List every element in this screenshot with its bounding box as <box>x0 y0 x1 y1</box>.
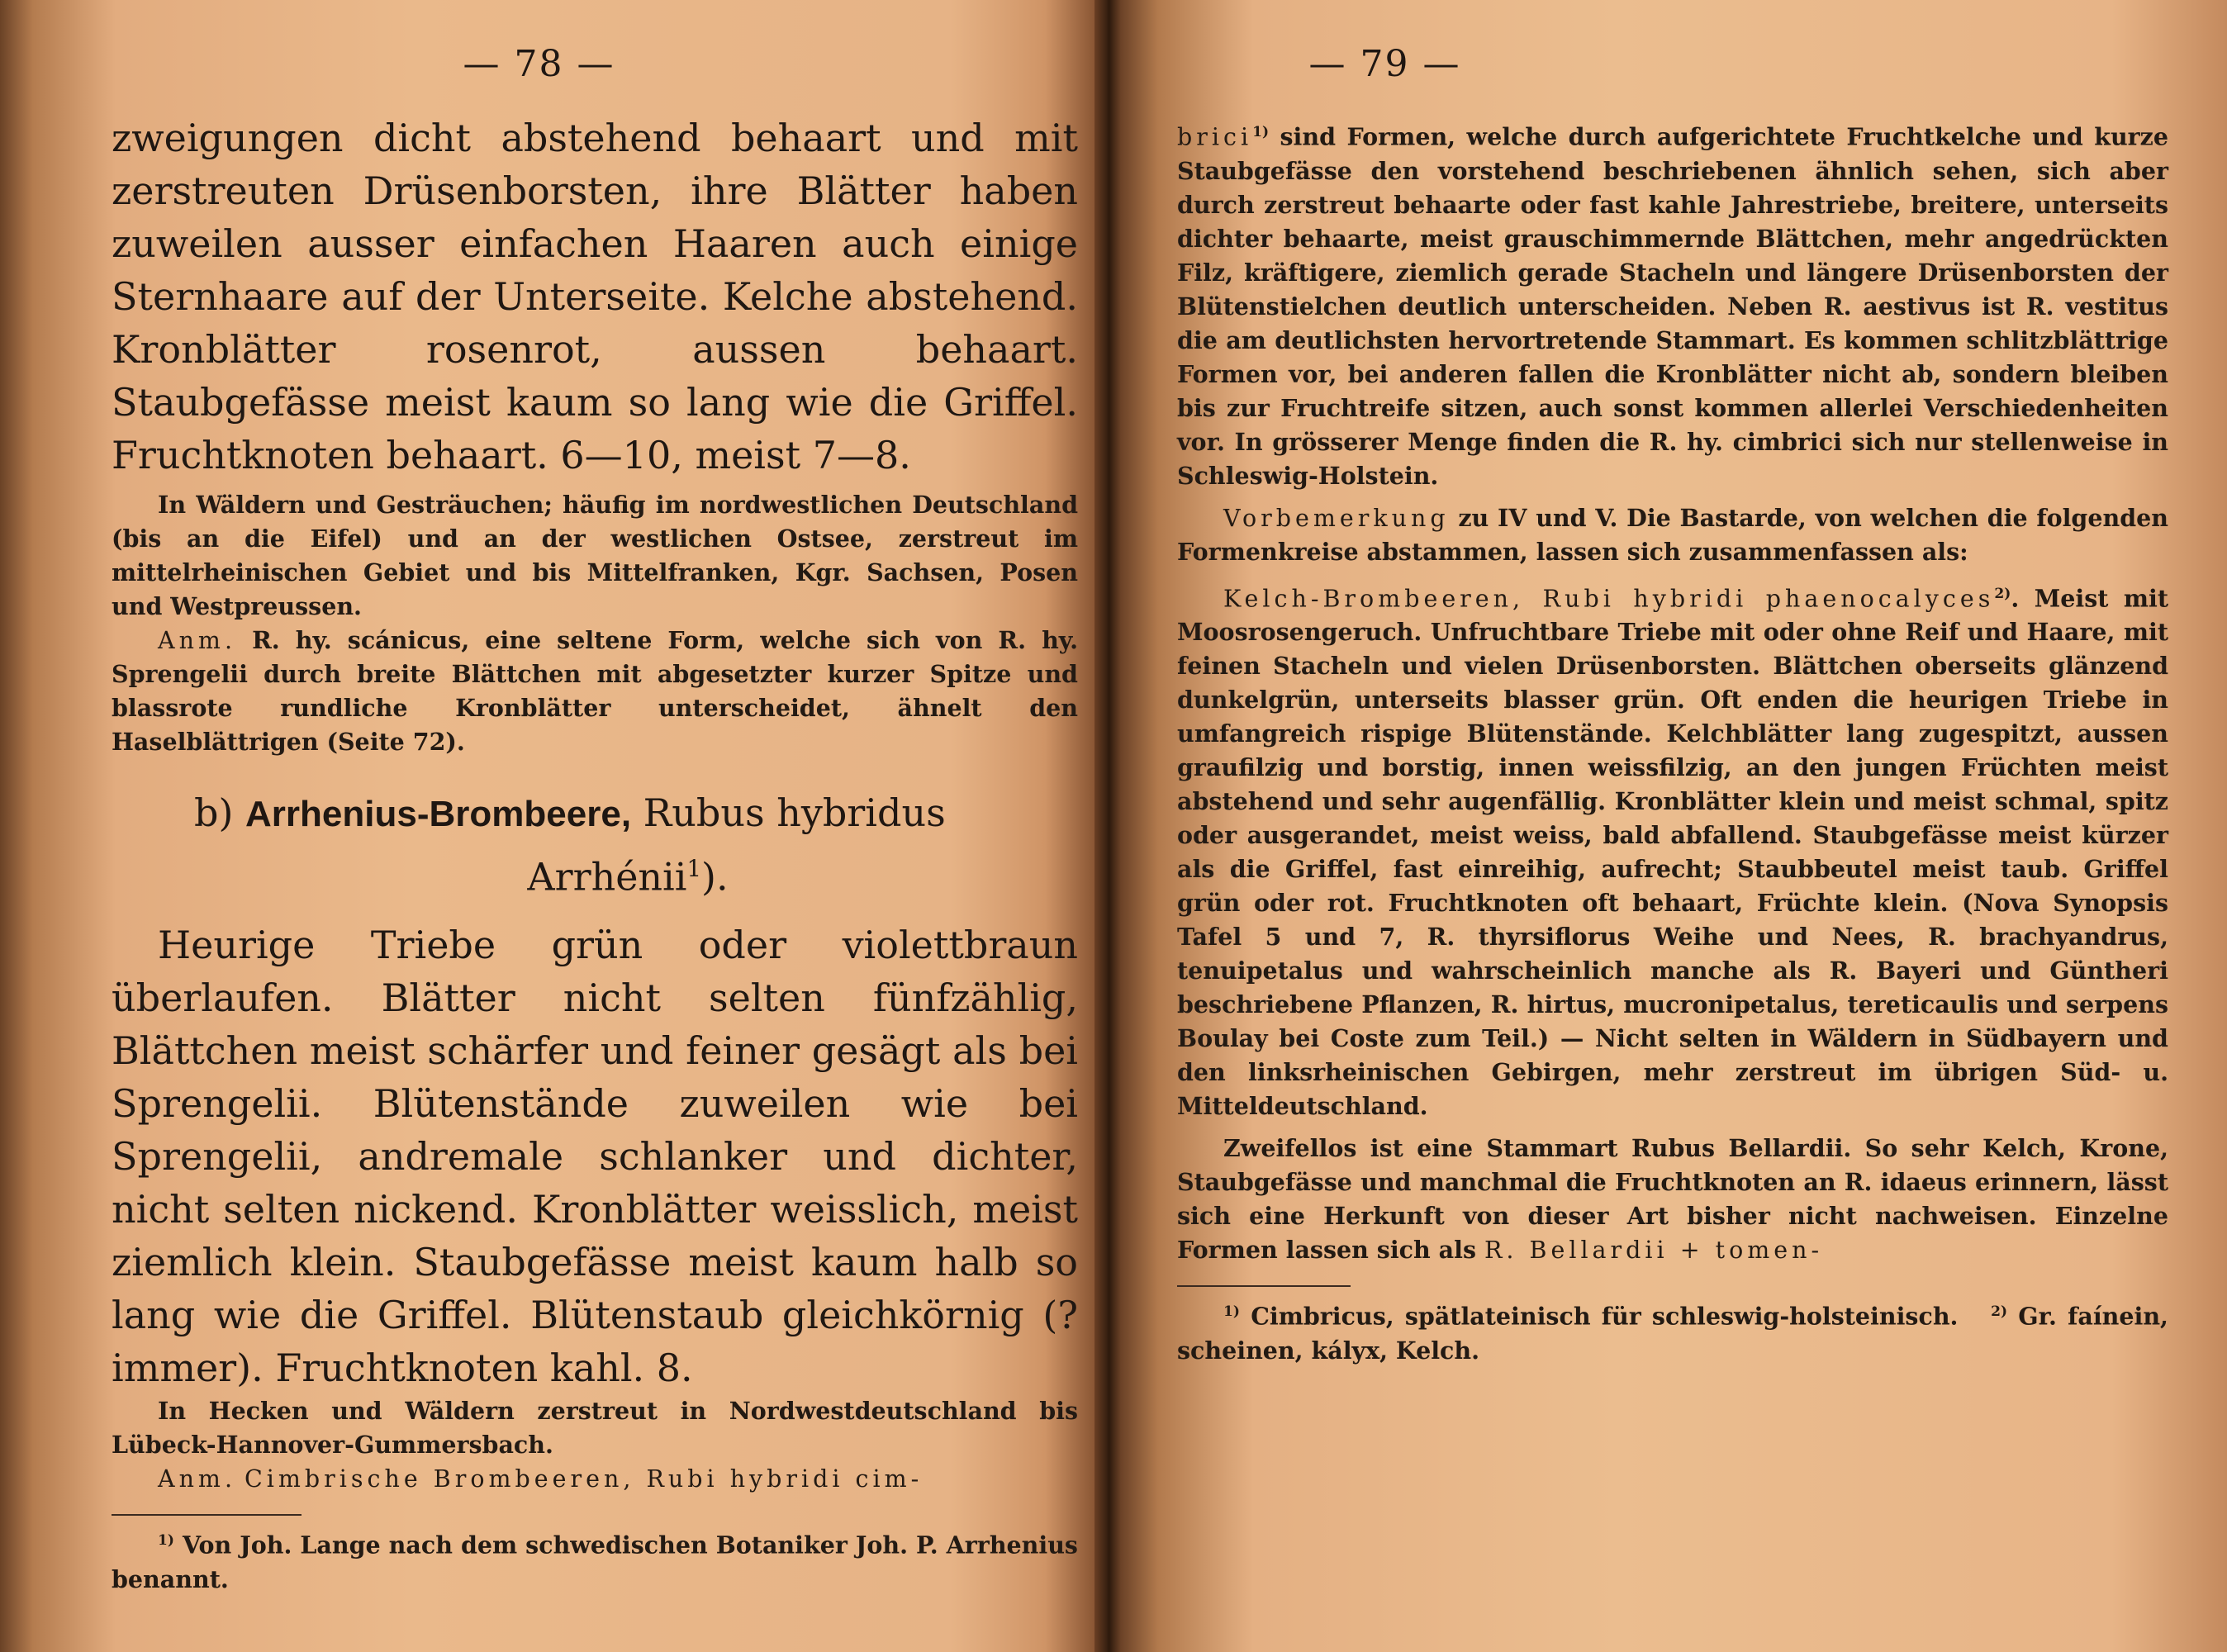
heading-footnote-ref: 1 <box>686 855 702 882</box>
left-page-text <box>112 112 1078 1597</box>
kelch-footnote-ref: 2) <box>1994 585 2011 602</box>
footnote <box>112 1524 1078 1597</box>
footnote-1-text: Cimbricus, spätlateinisch für schleswig-holsteinisch. <box>1251 1302 1959 1331</box>
zweifellos-spaced: R. Bellardii + tomen- <box>1484 1237 1824 1264</box>
para-1-footnote-ref: 1) <box>1252 124 1270 140</box>
note-label-2: Anm. <box>158 1465 237 1493</box>
left-page <box>0 0 1095 1652</box>
page-number-left: — 78 — <box>463 43 615 85</box>
book-gutter <box>1095 0 1121 1652</box>
footnote-mark: 1) <box>158 1532 174 1550</box>
footnote-2-text: Gr. faínein, scheinen, kályx, Kelch. <box>1177 1302 2168 1365</box>
note-paragraph-2 <box>112 1462 1078 1496</box>
heading-suffix: ). <box>701 854 729 900</box>
preliminary-note-text: zu IV und V. Die Bastarde, von welchen die folgenden Formenkreise abstammen, lassen sich zusammenfassen als: <box>1177 503 2168 566</box>
footnote-text: Von Joh. Lange nach dem schwedischen Botaniker Joh. P. Arrhenius benannt. <box>112 1531 1078 1593</box>
habitat-paragraph: In Wäldern und Gesträuchen; häufig im nordwestlichen Deutschland (bis an die Eifel) und an der westlichen Ostsee, zerstreut im mittelrheinischen Gebiet und bis Mittelfranken, Kgr. Sachsen, Posen und Westpreussen. <box>112 491 1078 620</box>
zweifellos-paragraph <box>1177 1132 2168 1267</box>
description-paragraph: Heurige Triebe grün oder violettbraun überlaufen. Blätter nicht selten fünfzählig, Blättchen meist schärfer und feiner gesägt als bei Sprengelii. Blütenstände zuweilen wie bei Sprengelii, andremale schlanker und dichter, nicht selten nickend. Kronblätter weisslich, meist ziemlich klein. Staubgefässe meist kaum halb so lang wie die Griffel. Blütenstaub gleichkörnig (? immer). Fruchtknoten kahl. 8. <box>112 923 1078 1391</box>
note-text: R. hy. scánicus, eine seltene Form, welche sich von R. hy. Sprengelii durch breite Blättchen mit abgesetzter kurzer Spitze und blassrote rundliche Kronblätter unterscheidet, ähnelt den Haselblättrigen (Seite 72). <box>112 626 1078 756</box>
zweifellos-text: Zweifellos ist eine Stammart Rubus Bellardii. So sehr Kelch, Krone, Staubgefässe und manchmal die Fruchtknoten an R. idaeus erinnern, lässt sich eine Herkunft von dieser Art bisher nicht nachweisen. Einzelne Formen lassen sich als <box>1177 1134 2168 1264</box>
habitat-paragraph-2: In Hecken und Wäldern zerstreut in Nordwestdeutschland bis Lübeck-Hannover-Gummersbach. <box>112 1397 1078 1460</box>
footnote-right <box>1177 1295 2168 1368</box>
continued-paragraph-right <box>1177 116 2168 493</box>
continued-paragraph: zweigungen dicht abstehend behaart und mit zerstreuten Drüsenborsten, ihre Blätter haben zuweilen ausser einfachen Haaren auch einige Sternhaare auf der Unterseite. Kelche abstehend. Kronblätter rosenrot, aussen behaart. Staubgefässe meist kaum so lang wie die Griffel. Fruchtknoten behaart. 6—10, meist 7—8. <box>112 116 1078 477</box>
heading-latin-name: Rubus hybridus <box>643 790 946 835</box>
footnote-rule-right <box>1177 1285 1351 1287</box>
section-heading <box>112 786 1078 904</box>
heading-prefix: b) <box>194 790 234 835</box>
footnote-1-mark: 1) <box>1223 1303 1240 1320</box>
note-paragraph <box>112 624 1078 759</box>
right-page <box>1121 0 2227 1652</box>
preliminary-note-label: Vorbemerkung <box>1223 504 1450 532</box>
page-number-right: — 79 — <box>1308 43 1461 85</box>
note-label: Anm. <box>158 627 237 654</box>
footnote-rule <box>112 1514 302 1516</box>
kelch-paragraph: Kelch-Brombeeren, Rubi hybridi phaenocalyces$^{2)}$. Meist mit Moosrosengeruch. Unfruchtbare Triebe mit oder ohne Reif und Haare, mit feinen Stacheln und vielen Drüsenborsten. Blättchen oberseits glänzend dunkelgrün, unterseits blasser grün. Oft enden die heurigen Triebe in umfangreich rispige Blütenstände. Kelchblätter lang zugespitzt, aussen graufilzig und borstig, innen weissfilzig, an den jungen Früchten meist abstehend und sehr augenfällig. Kronblätter klein und meist schmal, spitz oder ausgerandet, meist weiss, bald abfallend. Staubgefässe meist kürzer als die Griffel, fast einreihig, aufrecht; Staubbeutel meist taub. Griffel grün oder rot. Fruchtknoten oft behaart, Früchte klein. (Nova Synopsis Tafel 5 und 7, R. thyrsiflorus Weihe und Nees, R. brachyandrus, tenuipetalus und wahrscheinlich manche als R. Bayeri und Güntheri beschriebene Pflanzen, R. hirtus, mucronipetalus, tereticaulis und serpens Boulay bei Coste zum Teil.) — Nicht selten in Wäldern in Südbayern und den linksrheinischen Gebirgen, mehr zerstreut im übrigen Süd- u. Mitteldeutschland. <box>1177 584 2168 1120</box>
heading-german-name: Arrhenius-Brombeere, <box>245 794 632 834</box>
kelch-text: Meist mit Moosrosengeruch. Unfruchtbare Triebe mit oder ohne Reif und Haare, mit feinen Stacheln und vielen Drüsenborsten. Blättchen oberseits glänzend dunkelgrün, unterseits blasser grün. Oft enden die heurigen Triebe in umfangreich rispige Blütenstände. Kelchblätter lang zugespitzt, aussen graufilzig und borstig, innen weissfilzig, an den jungen Früchten meist abstehend und sehr augenfällig. Kronblätter klein und meist schmal, spitz oder ausgerandet, meist weiss, bald abfallend. Staubgefässe meist kürzer als die Griffel, fast einreihig, aufrecht; Staubbeutel meist taub. Griffel grün oder rot. Fruchtknoten oft behaart, Früchte klein. (Nova Synopsis Tafel 5 und 7, R. thyrsiflorus Weihe und Nees, R. brachyandrus, tenuipetalus und wahrscheinlich manche als R. Bayeri und Güntheri beschriebene Pflanzen, R. hirtus, mucronipetalus, tereticaulis und serpens Boulay bei Coste zum Teil.) — Nicht selten in Wäldern in Südbayern und den linksrheinischen Gebirgen, mehr zerstreut im übrigen Süd- u. Mitteldeutschland. <box>1177 584 2168 1120</box>
preliminary-note <box>1177 501 2168 569</box>
note-text-2: Cimbrische Brombeeren, Rubi hybridi cim- <box>244 1465 924 1493</box>
para-1-text: sind Formen, welche durch aufgerichtete Fruchtkelche und kurze Staubgefässe den vorstehend beschriebenen ähnlich sehen, sich aber durch zerstreut behaarte oder fast kahle Jahrestriebe, breitere, unterseits dichter behaarte, meist grauschimmernde Blättchen, mehr angedrückten Filz, kräftigere, ziemlich gerade Stacheln und längere Drüsenborsten der Blütenstielchen deutlich unterscheiden. Neben R. aestivus ist R. vestitus die am deutlichsten hervortretende Stammart. Es kommen schlitzblättrige Formen vor, bei anderen fallen die Kronblätter nicht ab, sondern bleiben bis zur Fruchtreife sitzen, auch sonst kommen allerlei Verschiedenheiten vor. In grösserer Menge finden die R. hy. cimbrici sich nur stellenweise in Schleswig-Holstein. <box>1177 122 2168 490</box>
footnote-2-mark: 2) <box>1991 1303 2008 1320</box>
para-1-spaced: brici <box>1177 123 1253 151</box>
right-page-text <box>1177 116 2168 1368</box>
heading-latin-name-2: Arrhénii <box>527 854 687 900</box>
kelch-heading: Kelch-Brombeeren, Rubi hybridi phaenocalyces <box>1223 585 1995 612</box>
